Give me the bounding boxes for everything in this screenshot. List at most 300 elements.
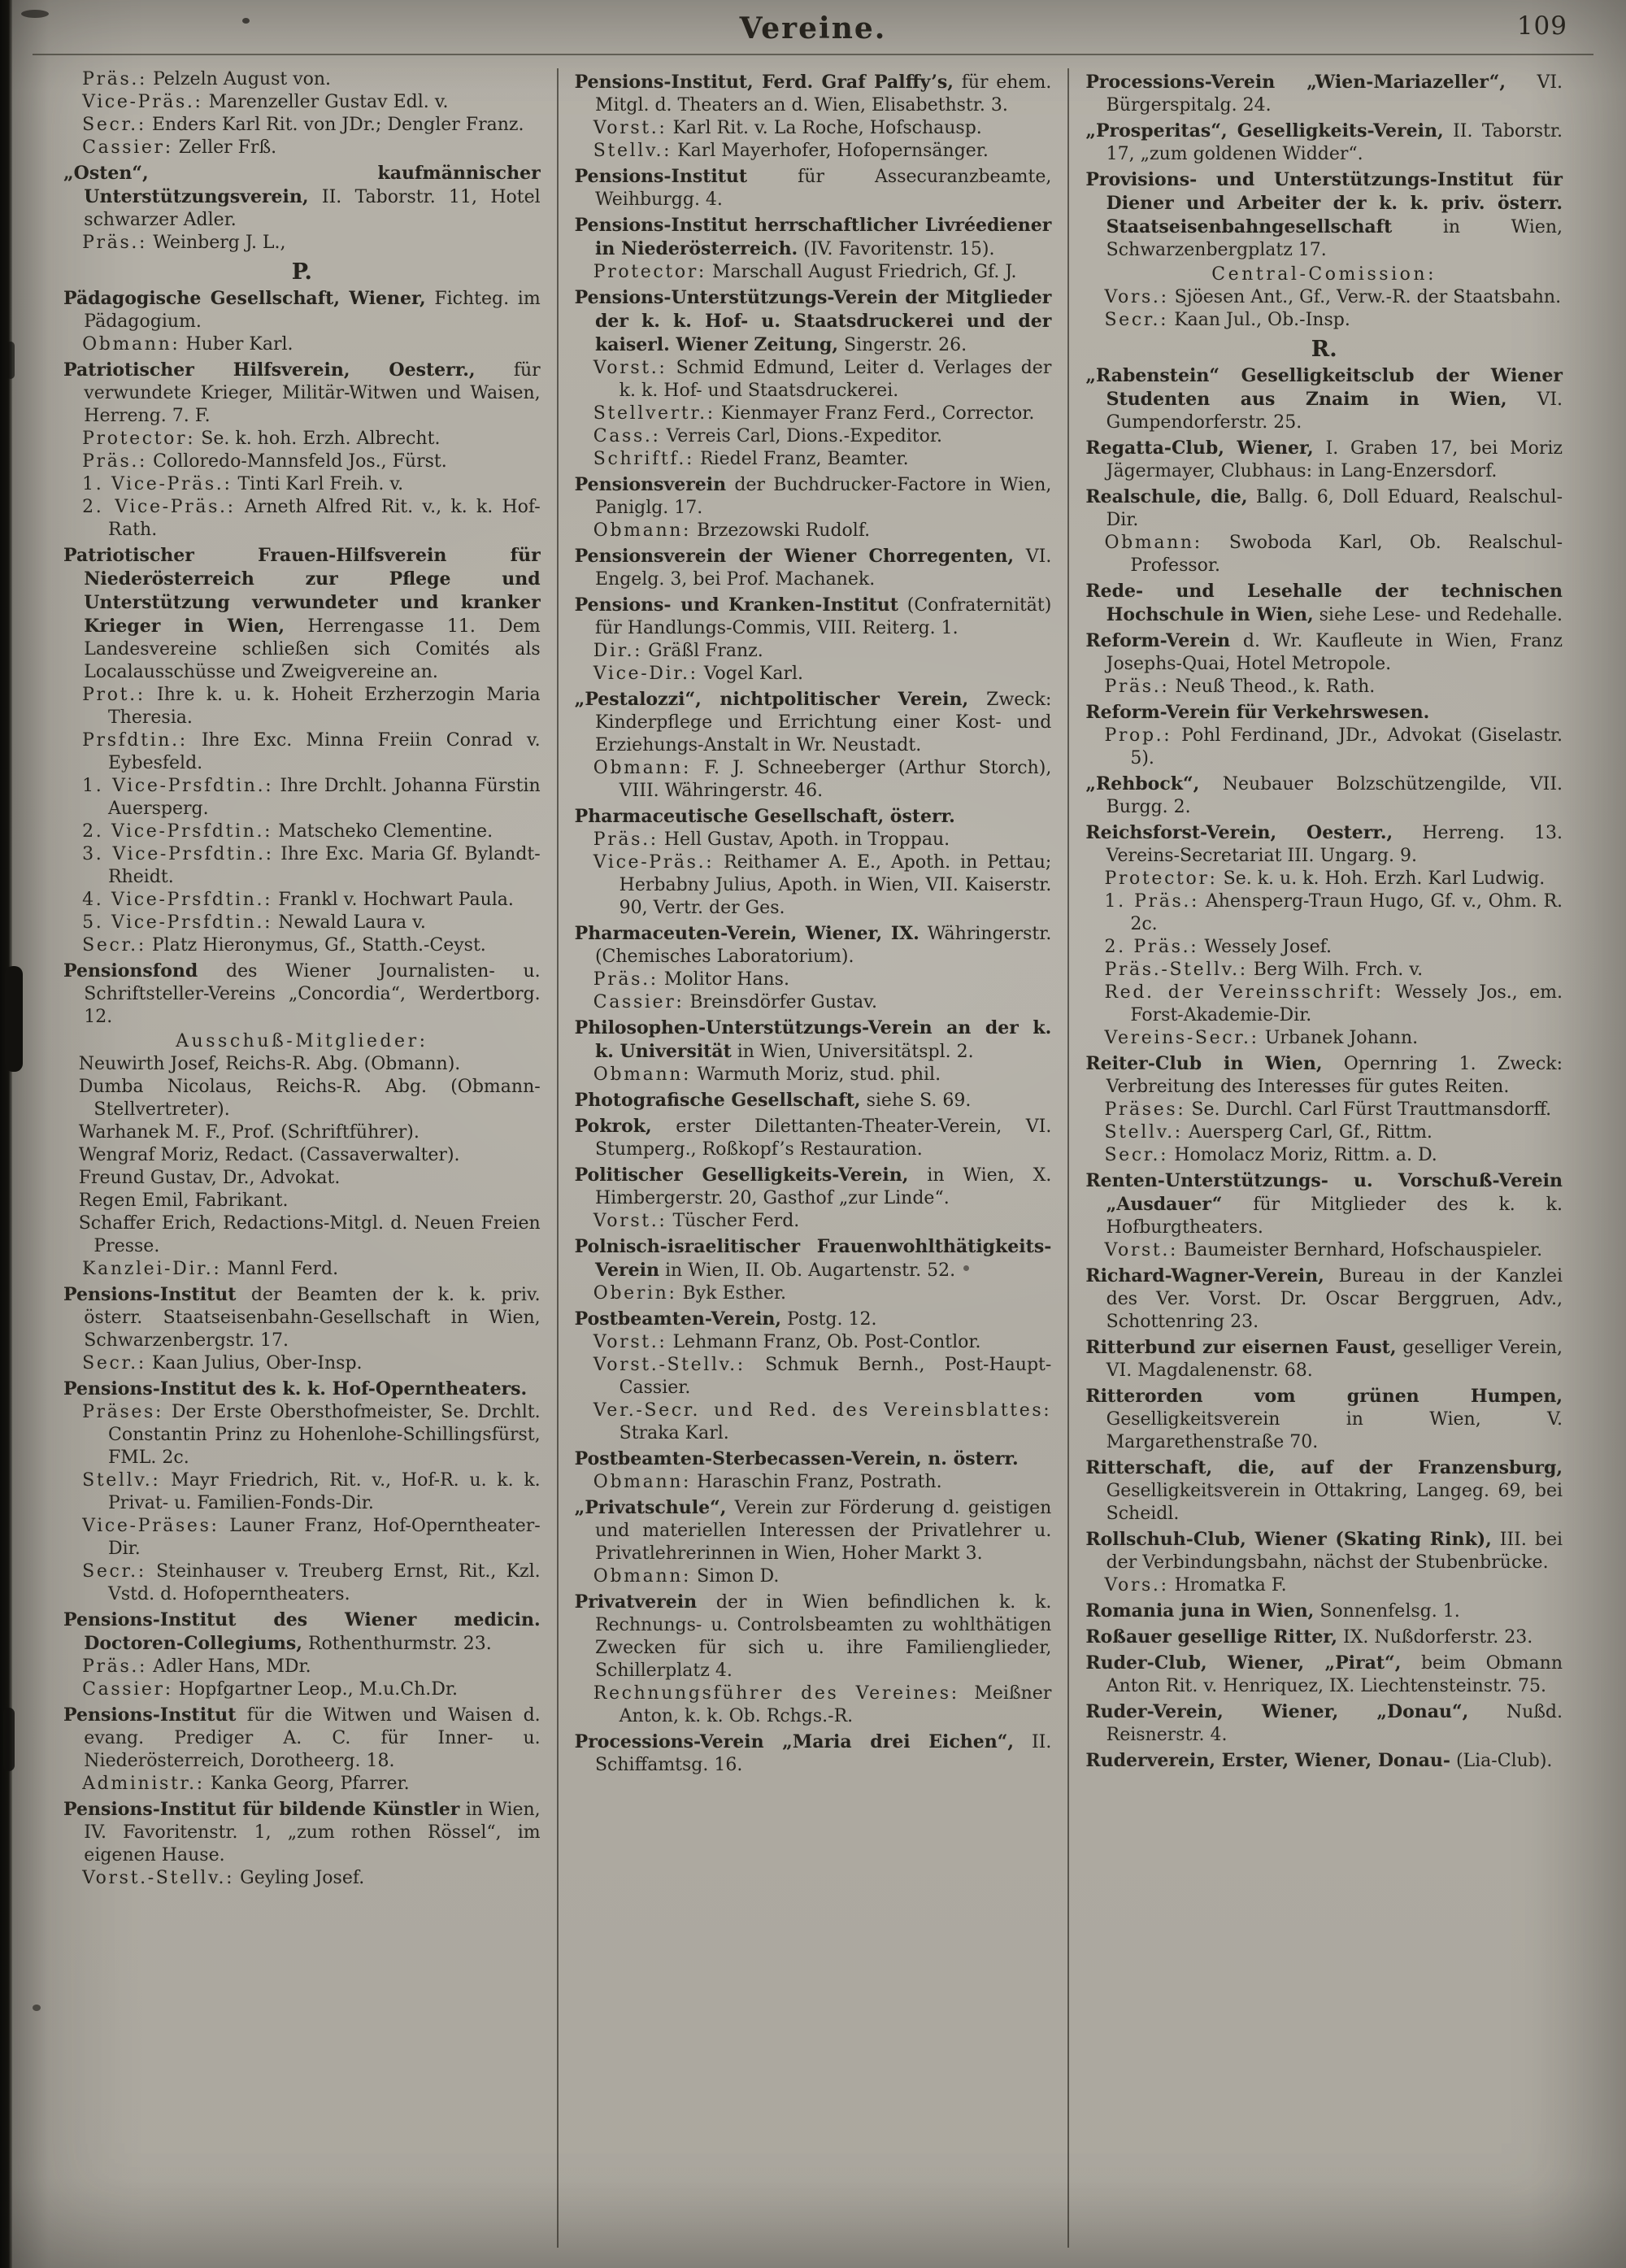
entry-line xyxy=(1085,1121,1563,1144)
entry-text: III. bei der Verbindungsbahn, nächst der Stubenbrücke. xyxy=(1106,1530,1563,1573)
entry-text: VI. Bürgerspitalg. 24. xyxy=(1106,72,1563,115)
entry-role-label: Kanzlei-Dir.: xyxy=(82,1259,222,1279)
entry-role-label: Prop.: xyxy=(1104,725,1172,746)
entry-line xyxy=(63,1469,541,1515)
entry-text: IX. Nußdorferstr. 23. xyxy=(1343,1627,1533,1648)
entry-role-label: 1. Vice-Prsfdtin.: xyxy=(82,776,274,796)
entry-line xyxy=(63,843,541,889)
entry-text: Kanka Georg, Pfarrer. xyxy=(210,1774,410,1794)
entry-name: Pädagogische Gesellschaft, Wiener, xyxy=(63,288,426,309)
entry-text: Enders Karl Rit. von JDr.; Dengler Franz. xyxy=(151,115,524,135)
entry-heading xyxy=(575,545,1052,591)
entry-text: Neuß Theod., k. Rath. xyxy=(1175,677,1376,697)
entry-heading xyxy=(1085,1169,1563,1239)
entry-line xyxy=(575,403,1052,425)
entry-text: erster Dilettanten-Theater-Verein, VI. Stumperg., Roßkopf’s Restauration. xyxy=(594,1117,1052,1160)
entry-role-label: Vice-Präs.: xyxy=(593,852,715,873)
entry-text: Zweck: Kinderpflege und Errichtung einer Kost- und Erziehungs-Anstalt in Wr. Neustadt. xyxy=(594,690,1052,755)
entry-text: Central-Comission: xyxy=(1211,264,1437,285)
entry-heading xyxy=(1085,1052,1563,1099)
entry-role-label: Cass.: xyxy=(593,426,661,446)
entry-text: Colloredo-Mannsfeld Jos., Fürst. xyxy=(153,451,447,472)
entry-text: Kaan Julius, Ober-Insp. xyxy=(151,1353,363,1373)
entry-text: Tinti Karl Freih. v. xyxy=(237,474,404,494)
entry-name: „Pestalozzi“, nichtpolitischer Verein, xyxy=(574,689,969,710)
entry-role-label: Präs.-Stellv.: xyxy=(1104,960,1248,980)
entry-heading xyxy=(575,1089,1052,1112)
entry-role-label: Präs.: xyxy=(593,969,659,990)
entry-heading xyxy=(1085,580,1563,627)
entry-line xyxy=(575,117,1052,140)
entry-line xyxy=(575,640,1052,663)
entry-role-label: Secr.: xyxy=(1104,1145,1169,1165)
entry-text: Schmid Edmund, Leiter d. Verlages der k. k. Hof- und Staatsdruckerei. xyxy=(619,358,1052,401)
entry-role-label: Obmann: xyxy=(593,758,692,778)
entry-line xyxy=(63,1144,541,1167)
entry-text: Wessely Jos., em. Forst-Akademie-Dir. xyxy=(1130,982,1563,1025)
entry-line xyxy=(575,1354,1052,1400)
entry-text: Vogel Karl. xyxy=(703,664,804,684)
entry-role-label: Schriftf.: xyxy=(593,449,695,469)
entry-role-label: 2. Vice-Präs.: xyxy=(82,497,236,517)
entry-text: Herreng. 13. Vereins-Secretariat III. Ungarg. 9. xyxy=(1106,823,1563,866)
entry-text: Breinsdörfer Gustav. xyxy=(689,992,877,1012)
entry-heading xyxy=(1085,1700,1563,1747)
entry-line xyxy=(63,1561,541,1606)
entry-heading xyxy=(575,805,1052,829)
entry-text: Riedel Franz, Beamter. xyxy=(700,449,909,469)
entry-text: geselliger Verein, VI. Magdalenenstr. 68. xyxy=(1106,1338,1563,1381)
entry-role-label: Stellv.: xyxy=(1104,1122,1183,1143)
entry-role-label: Red. der Vereinsschrift: xyxy=(1104,982,1384,1003)
column-2 xyxy=(557,68,1068,2248)
entry-text: der Beamten der k. k. priv. österr. Staatseisenbahn-Gesellschaft in Wien, Schwarzenbergstr. 17. xyxy=(84,1285,541,1351)
entry-text: für Assecuranzbeamte, Weihburgg. 4. xyxy=(594,167,1052,210)
entry-text: für ehem. Mitgl. d. Theaters an d. Wien, Elisabethstr. 3. xyxy=(594,72,1052,115)
entry-text: (IV. Favoritenstr. 15). xyxy=(803,239,995,259)
entry-line xyxy=(575,1282,1052,1305)
entry-text: Baumeister Bernhard, Hofschauspieler. xyxy=(1184,1240,1543,1260)
entry-name: Processions-Verein „Wien-Mariazeller“, xyxy=(1085,72,1506,93)
entry-heading xyxy=(575,1115,1052,1161)
entry-heading xyxy=(575,594,1052,640)
entry-text: Opernring 1. Zweck: Verbreitung des Interesses für gutes Reiten. xyxy=(1106,1054,1563,1097)
entry-text: Währingerstr. (Chemisches Laboratorium). xyxy=(594,924,1052,967)
entry-text: Pohl Ferdinand, JDr., Advokat (Giselastr. 5). xyxy=(1130,725,1563,768)
entry-text: R. xyxy=(1311,337,1337,362)
entry-line xyxy=(1085,725,1563,770)
entry-role-label: Präs.: xyxy=(82,233,148,253)
entry-role-label: Vice-Präses: xyxy=(82,1516,220,1536)
entry-heading xyxy=(63,1378,541,1401)
entry-text: Geselligkeitsverein in Wien, V. Margarethenstraße 70. xyxy=(1106,1409,1563,1452)
entry-text: VI. Gumpendorferstr. 25. xyxy=(1106,390,1563,433)
entry-text: Huber Karl. xyxy=(185,334,293,355)
entry-name: Patriotischer Frauen-Hilfsverein für Niederösterreich zur Pflege und Unterstützung verwundeter und kranker Krieger in Wien, xyxy=(63,545,541,637)
section-letter xyxy=(1085,338,1563,361)
entry-text: Platz Hieronymus, Gf., Statth.-Ceyst. xyxy=(151,935,486,956)
entry-name: Processions-Verein „Maria drei Eichen“, xyxy=(574,1731,1015,1752)
entry-line xyxy=(575,1400,1052,1445)
entry-name: „Privatschule“, xyxy=(574,1497,727,1518)
entry-name: Pensions- und Kranken-Institut xyxy=(574,594,898,616)
entry-role-label: Oberin: xyxy=(593,1283,677,1304)
entry-heading xyxy=(575,1235,1052,1282)
entry-text: Matscheko Clementine. xyxy=(278,821,493,842)
entry-text: Auersperg Carl, Gf., Rittm. xyxy=(1188,1122,1433,1143)
entry-heading xyxy=(1085,1385,1563,1454)
entry-line xyxy=(63,1212,541,1258)
entry-role-label: Obmann: xyxy=(1104,533,1202,553)
entry-role-label: Vice-Präs.: xyxy=(82,92,203,112)
entry-role-label: Secr.: xyxy=(1104,310,1169,330)
entry-role-label: Prsfdtin.: xyxy=(82,730,188,751)
entry-text: Kaan Jul., Ob.-Insp. xyxy=(1174,310,1350,330)
entry-line xyxy=(575,1682,1052,1728)
entry-line xyxy=(1085,982,1563,1027)
entry-line xyxy=(63,1167,541,1190)
entry-role-label: Protector: xyxy=(1104,868,1218,889)
entry-text: für verwundete Krieger, Militär-Witwen und Waisen, Herreng. 7. F. xyxy=(84,360,541,426)
entry-heading xyxy=(1085,364,1563,434)
text-columns xyxy=(47,68,1579,2248)
entry-text: Verein zur Förderung d. geistigen und materiellen Interessen der Privatlehrer u. Privatlehrerinnen in Wien, Hoher Markt 3. xyxy=(594,1498,1052,1564)
entry-heading xyxy=(1085,437,1563,483)
entry-name: Polnisch-israelitischer Frauenwohlthätigkeits-Verein xyxy=(574,1236,1052,1281)
entry-heading xyxy=(63,287,541,333)
entry-role-label: Präses: xyxy=(1104,1099,1186,1120)
entry-text: in Wien, II. Ob. Augartenstr. 52. xyxy=(664,1260,956,1281)
entry-line xyxy=(575,1331,1052,1354)
entry-name: Reichsforst-Verein, Oesterr., xyxy=(1085,822,1393,843)
entry-heading xyxy=(63,162,541,232)
entry-name: Pensions-Unterstützungs-Verein der Mitglieder der k. k. Hof- u. Staatsdruckerei und der kaiserl. Wiener Zeitung, xyxy=(574,287,1052,355)
entry-line xyxy=(63,451,541,473)
entry-heading xyxy=(1085,1652,1563,1698)
entry-name: „Prosperitas“, Geselligkeits-Verein, xyxy=(1085,120,1444,141)
entry-name: Reiter-Club in Wien, xyxy=(1085,1053,1323,1074)
entry-text: Hromatka F. xyxy=(1174,1575,1287,1595)
entry-line xyxy=(1085,309,1563,332)
entry-heading xyxy=(1085,1528,1563,1574)
entry-text: Ihre k. u. k. Hoheit Erzherzogin Maria Theresia. xyxy=(108,685,541,728)
entry-role-label: Vereins-Secr.: xyxy=(1104,1028,1259,1048)
entry-text: Haraschin Franz, Postrath. xyxy=(697,1472,942,1492)
entry-subheading xyxy=(1085,263,1563,286)
entry-line xyxy=(63,496,541,542)
entry-role-label: Präs.: xyxy=(82,451,148,472)
entry-role-label: Ver.-Secr. und Red. des Vereinsblattes: xyxy=(593,1400,1052,1421)
entry-heading xyxy=(63,1704,541,1773)
entry-heading xyxy=(1085,1749,1563,1773)
entry-name: Pharmaceuten-Verein, Wiener, IX. xyxy=(574,923,920,944)
entry-name: Postbeamten-Verein, xyxy=(574,1308,782,1330)
entry-heading xyxy=(1085,1456,1563,1526)
entry-line xyxy=(1085,1144,1563,1167)
entry-name: Postbeamten-Sterbecassen-Verein, n. österr. xyxy=(574,1448,1019,1469)
entry-name: Privatverein xyxy=(574,1591,698,1613)
entry-name: Pensionsverein der Wiener Chorregenten, xyxy=(574,546,1015,567)
entry-text: Brzezowski Rudolf. xyxy=(697,520,871,541)
entry-text: Hopfgartner Leop., M.u.Ch.Dr. xyxy=(178,1679,459,1700)
entry-line xyxy=(575,520,1052,542)
entry-heading xyxy=(575,1730,1052,1777)
entry-text: Zeller Frß. xyxy=(178,137,277,158)
header-rule xyxy=(33,54,1593,55)
entry-name: Ritterbund zur eisernen Faust, xyxy=(1085,1337,1397,1358)
entry-role-label: Obmann: xyxy=(593,520,692,541)
entry-name: Pensions-Institut des k. k. Hof-Operntheaters. xyxy=(63,1378,528,1400)
entry-heading xyxy=(1085,1336,1563,1382)
page-title: Vereine. xyxy=(739,11,887,46)
entry-line xyxy=(63,821,541,843)
entry-text: Steinhauser v. Treuberg Ernst, Rit., Kzl. Vstd. d. Hofoperntheaters. xyxy=(108,1561,541,1604)
entry-line xyxy=(63,1053,541,1076)
entry-heading xyxy=(1085,71,1563,117)
entry-text: Urbanek Johann. xyxy=(1264,1028,1419,1048)
entry-text: Ihre Exc. Maria Gf. Bylandt-Rheidt. xyxy=(108,844,541,887)
entry-text: Meißner Anton, k. k. Ob. Rchgs.-R. xyxy=(619,1683,1052,1726)
entry-text: Wessely Josef. xyxy=(1204,937,1332,957)
entry-text: Byk Esther. xyxy=(682,1283,786,1304)
entry-text: Launer Franz, Hof-Operntheater-Dir. xyxy=(108,1516,541,1559)
entry-heading xyxy=(575,473,1052,520)
entry-text: II. Taborstr. 17, „zum goldenen Widder“. xyxy=(1106,121,1563,164)
entry-text: Verreis Carl, Dions.-Expeditor. xyxy=(666,426,942,446)
entry-name: Pensions-Institut herrschaftlicher Livréediener in Niederösterreich. xyxy=(574,215,1052,259)
entry-line xyxy=(575,757,1052,803)
entry-line xyxy=(1085,1239,1563,1262)
entry-heading xyxy=(1085,629,1563,676)
entry-line xyxy=(575,140,1052,163)
entry-role-label: Präs.: xyxy=(1104,677,1170,697)
entry-role-label: Präses: xyxy=(82,1402,164,1422)
page-number: 109 xyxy=(1516,11,1567,41)
entry-line xyxy=(1085,676,1563,699)
entry-name: „Rehbock“, xyxy=(1085,773,1200,794)
entry-text: Se. Durchl. Carl Fürst Trauttmansdorff. xyxy=(1191,1099,1552,1120)
entry-text: Geyling Josef. xyxy=(240,1868,365,1888)
entry-role-label: Vorst.: xyxy=(1104,1240,1179,1260)
entry-name: Reform-Verein xyxy=(1085,630,1231,651)
entry-text: Warmuth Moriz, stud. phil. xyxy=(697,1064,941,1085)
entry-text: (Lia-Club). xyxy=(1455,1751,1553,1771)
entry-text: siehe Lese- und Redehalle. xyxy=(1319,605,1563,625)
entry-text: Mannl Ferd. xyxy=(227,1259,339,1279)
entry-role-label: Vorst.-Stellv.: xyxy=(82,1868,235,1888)
entry-role-label: 1. Vice-Präs.: xyxy=(82,474,233,494)
scan-blot-artifact xyxy=(3,1708,15,1771)
entry-heading xyxy=(575,1496,1052,1565)
entry-role-label: Vice-Dir.: xyxy=(593,664,698,684)
entry-text: Wengraf Moriz, Redact. (Cassaverwalter). xyxy=(78,1145,460,1165)
entry-line xyxy=(1085,286,1563,309)
entry-name: Patriotischer Hilfsverein, Oesterr., xyxy=(63,359,476,381)
entry-name: Pokrok, xyxy=(574,1116,652,1137)
entry-heading xyxy=(63,1798,541,1867)
entry-name: Pharmaceutische Gesellschaft, österr. xyxy=(574,806,955,827)
entry-line xyxy=(63,114,541,137)
entry-role-label: Dir.: xyxy=(593,641,643,661)
entry-line xyxy=(63,1867,541,1890)
entry-text: Freund Gustav, Dr., Advokat. xyxy=(78,1168,341,1188)
entry-text: der in Wien befindlichen k. k. Rechnungs- u. Controlsbeamten zu wohlthätigen Zwecken für sich u. ihre Familienglieder, Schillerplatz 4. xyxy=(594,1592,1052,1681)
entry-line xyxy=(63,1076,541,1121)
entry-text: d. Wr. Kaufleute in Wien, Franz Josephs-Quai, Hotel Metropole. xyxy=(1106,631,1563,674)
entry-role-label: Stellv.: xyxy=(593,141,672,161)
entry-name: Pensions-Institut xyxy=(574,166,748,187)
entry-text: Geselligkeitsverein in Ottakring, Langeg. 69, bei Scheidl. xyxy=(1106,1481,1563,1524)
entry-text: in Wien, Universitätspl. 2. xyxy=(737,1042,974,1062)
entry-heading xyxy=(63,1283,541,1352)
entry-line xyxy=(63,1401,541,1469)
entry-role-label: Vors.: xyxy=(1104,287,1169,307)
entry-text: Mayr Friedrich, Rit. v., Hof-R. u. k. k. Privat- u. Familien-Fonds-Dir. xyxy=(108,1470,541,1513)
entry-name: Ruderverein, Erster, Wiener, Donau- xyxy=(1085,1750,1450,1771)
entry-heading xyxy=(575,214,1052,261)
entry-line xyxy=(63,1190,541,1212)
entry-text: Ahensperg-Traun Hugo, Gf. v., Ohm. R. 2c. xyxy=(1130,891,1563,934)
entry-line xyxy=(575,448,1052,471)
entry-line xyxy=(63,1121,541,1144)
entry-role-label: Cassier: xyxy=(82,1679,173,1700)
entry-line xyxy=(575,851,1052,920)
entry-heading xyxy=(1085,1626,1563,1649)
entry-text: Sonnenfelsg. 1. xyxy=(1319,1601,1460,1622)
entry-line xyxy=(575,1064,1052,1086)
entry-name: Provisions- und Unterstützungs-Institut für Diener und Arbeiter der k. k. priv. österr. Staatseisenbahngesellschaft xyxy=(1085,169,1563,237)
entry-role-label: 3. Vice-Prsfdtin.: xyxy=(82,844,274,864)
entry-text: Rothenthurmstr. 23. xyxy=(307,1634,492,1654)
entry-text: Regen Emil, Fabrikant. xyxy=(78,1191,289,1211)
entry-name: Photografische Gesellschaft, xyxy=(574,1090,861,1111)
entry-name: Pensions-Institut des Wiener medicin. Doctoren-Collegiums, xyxy=(63,1609,541,1654)
entry-text: Singerstr. 26. xyxy=(844,335,967,355)
entry-text: Reithamer A. E., Apoth. in Pettau; Herbabny Julius, Apoth. in Wien, VII. Kaiserstr. 90, Vertr. der Ges. xyxy=(619,852,1052,918)
entry-text: Newald Laura v. xyxy=(278,912,426,933)
entry-role-label: Stellvertr.: xyxy=(593,403,715,424)
page-header xyxy=(0,11,1626,57)
entry-name: Rollschuh-Club, Wiener (Skating Rink), xyxy=(1085,1529,1492,1550)
entry-text: Marschall August Friedrich, Gf. J. xyxy=(711,262,1017,282)
entry-heading xyxy=(63,359,541,428)
entry-role-label: Präs.: xyxy=(593,829,659,850)
entry-line xyxy=(63,137,541,159)
entry-heading xyxy=(575,922,1052,969)
entry-text: Tüscher Ferd. xyxy=(672,1211,800,1231)
entry-role-label: Präs.: xyxy=(82,1656,148,1677)
column-3 xyxy=(1067,68,1579,2248)
entry-text: Herrengasse 11. Dem Landesvereine schließen sich Comités als Localausschüsse und Zweigvereine an. xyxy=(84,616,541,682)
entry-text: Adler Hans, MDr. xyxy=(153,1656,311,1677)
entry-text: Dumba Nicolaus, Reichs-R. Abg. (Obmann-Stellvertreter). xyxy=(78,1077,541,1120)
entry-text: Ihre Exc. Minna Freiin Conrad v. Eybesfeld. xyxy=(108,730,541,773)
entry-name: Realschule, die, xyxy=(1085,486,1248,507)
entry-role-label: 2. Vice-Prsfdtin.: xyxy=(82,821,273,842)
entry-role-label: Administr.: xyxy=(82,1774,205,1794)
entry-heading xyxy=(575,286,1052,357)
entry-name: Pensions-Institut xyxy=(63,1704,237,1726)
scan-edge-artifact xyxy=(0,0,12,2268)
entry-heading xyxy=(575,688,1052,757)
entry-text: Straka Karl. xyxy=(619,1423,729,1443)
entry-text: beim Obmann Anton Rit. v. Henriquez, IX. Liechtensteinstr. 75. xyxy=(1106,1653,1563,1696)
entry-heading xyxy=(1085,1600,1563,1623)
entry-name: Romania juna in Wien, xyxy=(1085,1600,1315,1622)
entry-text: F. J. Schneeberger (Arthur Storch), VIII. Währingerstr. 46. xyxy=(619,758,1052,801)
entry-role-label: Vorst.-Stellv.: xyxy=(593,1355,746,1375)
entry-line xyxy=(575,969,1052,991)
entry-role-label: Obmann: xyxy=(593,1472,692,1492)
entry-role-label: Vors.: xyxy=(1104,1575,1169,1595)
entry-line xyxy=(63,428,541,451)
entry-name: Pensions-Institut für bildende Künstler xyxy=(63,1799,460,1820)
entry-role-label: Präs.: xyxy=(82,69,148,89)
entry-text: Fichteg. im Pädagogium. xyxy=(84,289,541,332)
entry-text: des Wiener Journalisten- u. Schriftsteller-Vereins „Concordia“, Werdertborg. 12. xyxy=(84,961,541,1027)
entry-line xyxy=(63,473,541,496)
entry-heading xyxy=(575,165,1052,211)
entry-line xyxy=(575,663,1052,686)
entry-text: I. Graben 17, bei Moriz Jägermayer, Clubhaus: in Lang-Enzersdorf. xyxy=(1106,438,1563,481)
entry-text: Berg Wilh. Frch. v. xyxy=(1253,960,1424,980)
entry-text: Kienmayer Franz Ferd., Corrector. xyxy=(720,403,1035,424)
entry-text: Bureau in der Kanzlei des Ver. Vorst. Dr. Oscar Berggruen, Adv., Schottenring 23. xyxy=(1106,1266,1563,1332)
entry-line xyxy=(63,1678,541,1701)
entry-heading xyxy=(63,544,541,684)
entry-name: „Rabenstein“ Geselligkeitsclub der Wiener Studenten aus Znaim in Wien, xyxy=(1085,365,1563,410)
entry-line xyxy=(63,91,541,114)
entry-text: für Mitglieder des k. k. Hofburgtheaters. xyxy=(1106,1195,1563,1238)
entry-line xyxy=(63,934,541,957)
entry-heading xyxy=(575,1308,1052,1331)
entry-name: Philosophen-Unterstützungs-Verein an der k. k. Universität xyxy=(574,1017,1052,1062)
entry-heading xyxy=(1085,1265,1563,1334)
entry-line xyxy=(1085,890,1563,936)
entry-name: Ritterschaft, die, auf der Franzensburg, xyxy=(1085,1457,1563,1478)
column-1 xyxy=(47,68,557,2248)
entry-role-label: 1. Präs.: xyxy=(1104,891,1200,912)
entry-text: Molitor Hans. xyxy=(663,969,789,990)
entry-name: Pensions-Institut, Ferd. Graf Palffy’s, xyxy=(574,72,954,93)
entry-line xyxy=(63,1773,541,1796)
entry-text: Ballg. 6, Doll Eduard, Realschul-Dir. xyxy=(1106,487,1563,530)
entry-name: Regatta-Club, Wiener, xyxy=(1085,437,1314,459)
entry-line xyxy=(575,1565,1052,1588)
entry-name: Rede- und Lesehalle der technischen Hochschule in Wien, xyxy=(1085,581,1563,625)
entry-role-label: Obmann: xyxy=(593,1064,692,1085)
entry-text: Schaffer Erich, Redactions-Mitgl. d. Neuen Freien Presse. xyxy=(78,1213,541,1256)
entry-text: in Wien, Schwarzenbergplatz 17. xyxy=(1106,217,1563,260)
entry-name: Richard-Wagner-Verein, xyxy=(1085,1265,1324,1286)
entry-text: Hell Gustav, Apoth. in Troppau. xyxy=(663,829,950,850)
entry-heading xyxy=(575,1164,1052,1210)
entry-line xyxy=(63,912,541,934)
entry-line xyxy=(575,425,1052,448)
entry-role-label: Obmann: xyxy=(593,1566,692,1587)
entry-text: II. Taborstr. 11, Hotel schwarzer Adler. xyxy=(84,187,541,230)
entry-heading xyxy=(1085,773,1563,819)
entry-text: (Confraternität) für Handlungs-Commis, VIII. Reiterg. 1. xyxy=(594,595,1052,638)
entry-role-label: Vorst.: xyxy=(593,1211,667,1231)
entry-role-label: Prot.: xyxy=(82,685,146,705)
entry-text: Schmuk Bernh., Post-Haupt-Cassier. xyxy=(619,1355,1052,1398)
entry-heading xyxy=(63,1608,541,1656)
entry-text: Marenzeller Gustav Edl. v. xyxy=(208,92,449,112)
entry-text: in Wien, IV. Favoritenstr. 1, „zum rothen Rössel“, im eigenen Hause. xyxy=(84,1800,541,1865)
entry-line xyxy=(575,261,1052,284)
entry-role-label: Secr.: xyxy=(82,115,146,135)
